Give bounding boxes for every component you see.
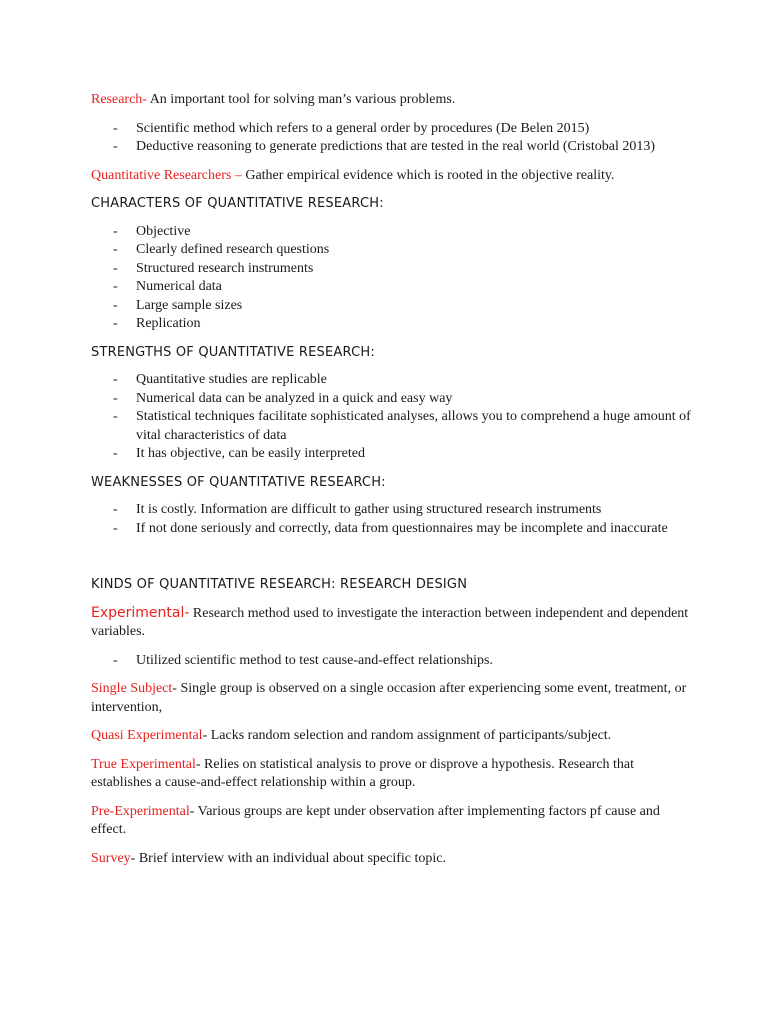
term-experimental: Experimental-: [91, 604, 190, 621]
term-quantitative-researchers: Quantitative Researchers –: [91, 167, 242, 183]
list-item-text: Statistical techniques facilitate sophisticated analyses, allows you to comprehend a huge amount of vital characteristics of data: [136, 409, 691, 443]
definition-text: - Various groups are kept under observation after implementing factors pf cause and effect.: [91, 803, 660, 837]
definition-text: Gather empirical evidence which is rooted in the objective reality.: [241, 167, 615, 183]
dash-marker: -: [113, 409, 118, 424]
list-item: [91, 371, 691, 390]
list-item: [91, 260, 691, 279]
list-item-text: Replication: [136, 316, 201, 331]
quasi-experimental-definition: [91, 727, 691, 746]
list-item: [91, 120, 691, 139]
true-experimental-definition: [91, 756, 691, 793]
spacer: [91, 548, 691, 576]
definition-text: - Lacks random selection and random assignment of participants/subject.: [202, 728, 612, 743]
definition-text: Research method used to investigate the interaction between independent and dependent variables.: [91, 605, 689, 639]
pre-experimental-definition: [91, 803, 691, 840]
definition-text: An important tool for solving man’s various problems.: [146, 92, 456, 107]
term-true-experimental: True Experimental: [91, 756, 196, 772]
dash-marker: -: [113, 316, 118, 331]
dash-marker: -: [113, 279, 118, 294]
dash-marker: -: [113, 139, 118, 154]
survey-definition: [91, 850, 691, 869]
dash-marker: -: [113, 652, 118, 668]
list-item-text: Scientific method which refers to a general order by procedures (De Belen 2015): [136, 120, 590, 136]
list-item-text: Clearly defined research questions: [136, 242, 330, 257]
dash-marker: -: [113, 297, 118, 313]
list-item: [91, 223, 691, 242]
term-survey: Survey: [91, 850, 131, 866]
list-item-text: Structured research instruments: [136, 260, 314, 276]
dash-marker: -: [113, 120, 118, 136]
list-item-text: Quantitative studies are replicable: [136, 372, 327, 387]
list-item: [91, 278, 691, 297]
dash-marker: -: [113, 223, 118, 239]
list-item-text: It is costly. Information are difficult to gather using structured research instruments: [136, 502, 602, 517]
list-item-text: Numerical data: [136, 279, 222, 294]
term-pre-experimental: Pre-Experimental: [91, 803, 190, 819]
list-item-text: Utilized scientific method to test cause-and-effect relationships.: [136, 652, 494, 668]
definition-text: - Single group is observed on a single occasion after experiencing some event, treatment, or intervention,: [91, 681, 687, 715]
list-item-text: Numerical data can be analyzed in a quick and easy way: [136, 390, 453, 406]
characters-heading: CHARACTERS OF QUANTITATIVE RESEARCH:: [91, 196, 384, 211]
list-item: [91, 501, 691, 520]
document-body: [91, 91, 691, 878]
research-definition: [91, 91, 691, 110]
dash-marker: -: [113, 372, 118, 387]
experimental-definition: [91, 604, 691, 642]
list-item: [91, 241, 691, 260]
strengths-list: [91, 371, 691, 464]
term-quasi-experimental: Quasi Experimental: [91, 728, 203, 743]
quantitative-researchers-definition: [91, 167, 691, 186]
term-research: Research-: [91, 92, 147, 107]
dash-marker: -: [113, 260, 118, 276]
definition-text: - Brief interview with an individual about specific topic.: [130, 850, 446, 866]
list-item-text: It has objective, can be easily interpreted: [136, 446, 365, 461]
list-item: [91, 138, 691, 157]
list-item: [91, 408, 691, 445]
weaknesses-list: [91, 501, 691, 538]
list-item-text: Objective: [136, 223, 191, 239]
dash-marker: -: [113, 242, 118, 257]
strengths-heading: STRENGTHS OF QUANTITATIVE RESEARCH:: [91, 344, 375, 360]
definition-text: - Relies on statistical analysis to prove or disprove a hypothesis. Research that establishes a cause-and-effect relationship within a group.: [91, 756, 635, 790]
dash-marker: -: [113, 390, 118, 406]
list-item-text: Large sample sizes: [136, 297, 243, 313]
list-item: [91, 445, 691, 464]
list-item: [91, 652, 691, 671]
single-subject-definition: [91, 680, 691, 717]
list-item: [91, 315, 691, 334]
kinds-heading: KINDS OF QUANTITATIVE RESEARCH: RESEARCH DESIGN: [91, 577, 468, 592]
list-item: [91, 297, 691, 316]
list-item: [91, 390, 691, 409]
dash-marker: -: [113, 502, 118, 517]
experimental-list: [91, 652, 691, 671]
list-item-text: If not done seriously and correctly, data from questionnaires may be incomplete and inaccurate: [136, 520, 668, 536]
characters-list: [91, 223, 691, 334]
dash-marker: -: [113, 520, 118, 536]
dash-marker: -: [113, 446, 118, 461]
research-bullet-list: [91, 120, 691, 157]
list-item: [91, 520, 691, 539]
term-single-subject: Single Subject: [91, 681, 173, 696]
list-item-text: Deductive reasoning to generate predictions that are tested in the real world (Cristobal 2013): [136, 139, 655, 154]
weaknesses-heading: WEAKNESSES OF QUANTITATIVE RESEARCH:: [91, 474, 386, 490]
